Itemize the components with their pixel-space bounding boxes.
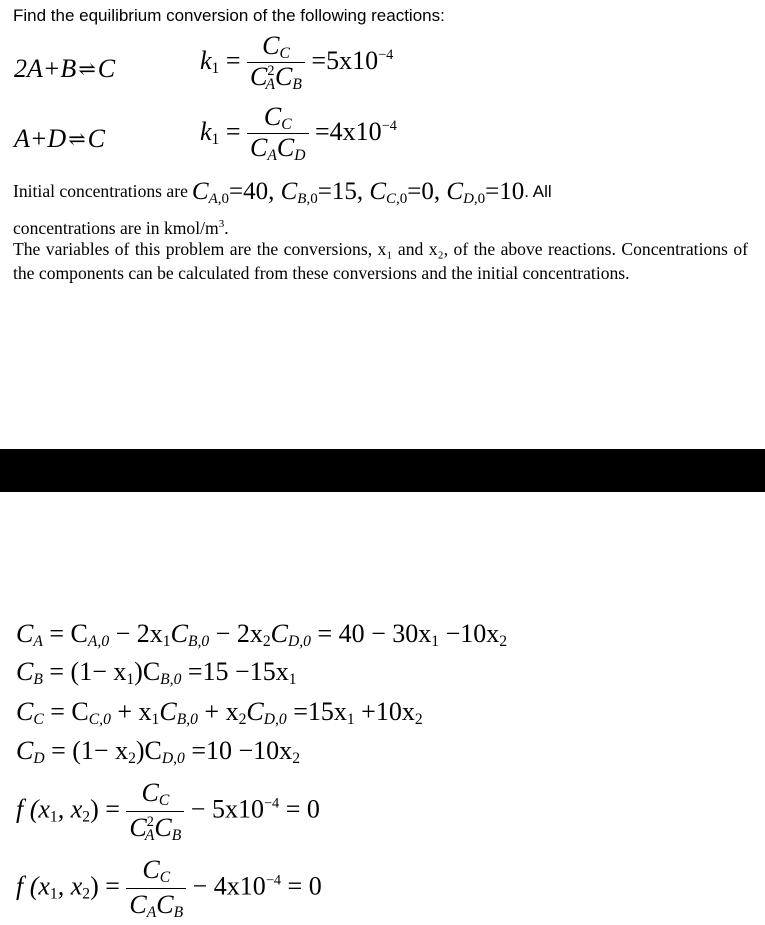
num-c: C xyxy=(263,102,282,131)
ca-lhs-sub: A xyxy=(33,632,43,650)
f2-s2: 2 xyxy=(82,885,91,903)
cc-t1: + x xyxy=(110,697,152,726)
den-a: C xyxy=(250,62,268,92)
cc-t2b-sub: D,0 xyxy=(263,710,287,728)
f1-s2: 2 xyxy=(82,808,91,826)
den-b-sub: B xyxy=(292,76,302,94)
f2-exp: −4 xyxy=(265,872,282,889)
cc-lhs-sub: C xyxy=(33,710,44,728)
cd-lhs-sub: D xyxy=(33,749,45,767)
ca-result: = 40 − 30x xyxy=(310,619,432,648)
f1-fraction: $\frac{C_C}{C^2_AC_B}$ xyxy=(126,778,184,845)
f1-tail: − 5x10 xyxy=(190,794,264,824)
cd-mid: )C xyxy=(135,736,162,765)
rate-constant-2: k1 = $\frac{C_C}{C_AC_D}$ $=4x10^{-4}$ xyxy=(200,102,397,165)
variables-paragraph: The variables of this problem are the conversions, x₁ and x₂, of the above reactions. Concentrations of the components can be calculated from these conversions and the initial concentrations. xyxy=(13,239,748,283)
equation-f1 xyxy=(16,778,320,845)
cb-result: =15 −15x xyxy=(181,657,289,686)
f2-end: = 0 xyxy=(281,871,322,901)
units-end: . xyxy=(224,217,229,238)
rate-fraction-1 xyxy=(247,33,305,93)
k2-exponent: −4 xyxy=(381,117,397,134)
cc-rhs: = C xyxy=(50,697,89,726)
cb-mid-sub: B,0 xyxy=(160,670,182,688)
cc-t1-sub: 1 xyxy=(151,710,160,728)
den-b: C xyxy=(276,133,295,163)
cc0-value: =0 xyxy=(407,178,434,205)
ca-t1b: C xyxy=(170,619,188,648)
equation-cd xyxy=(16,736,300,768)
den-a-sub: A xyxy=(267,147,277,165)
cc-r-sub1: 1 xyxy=(346,710,355,728)
cd-result: =10 −10x xyxy=(184,736,293,765)
den-b: C xyxy=(275,62,293,92)
den-a-sub: A xyxy=(265,76,276,94)
cb-lhs-sub: B xyxy=(33,670,43,688)
f2-tail: − 4x10 xyxy=(192,871,266,901)
units-exponent: 3 xyxy=(218,218,225,230)
cc-t1b: C xyxy=(159,697,177,726)
units-line xyxy=(13,213,748,240)
f1-close: ) = xyxy=(90,794,120,824)
equation-cb xyxy=(16,657,297,689)
cc-r2: +10x xyxy=(354,697,415,726)
rate-constant-1: k1 = $\frac{C_C}{C^2_AC_B}$ $=5x10^{-4}$ xyxy=(200,31,394,94)
cb-rhs-sub: 1 xyxy=(126,670,135,688)
ca-rhs-sub: A,0 xyxy=(87,632,110,650)
k1-exponent: −4 xyxy=(378,46,394,63)
cb-r-sub: 1 xyxy=(288,670,297,688)
cc-t2: + x xyxy=(197,697,239,726)
reaction-1-product: C xyxy=(97,54,116,83)
problem-title: Find the equilibrium conversion of the following reactions: xyxy=(13,6,445,25)
k2-value: =4x10 xyxy=(315,116,382,146)
equation-ca xyxy=(16,619,507,651)
ca-t2: − 2x xyxy=(209,619,263,648)
den-a-sup: 2 xyxy=(267,63,275,80)
ca-t2-sub: 2 xyxy=(262,632,271,650)
reaction-1-lhs: 2A+B xyxy=(14,54,77,83)
redaction-bar xyxy=(0,449,765,492)
cc-r-sub2: 2 xyxy=(414,710,423,728)
equilibrium-arrow-icon: ⇌ xyxy=(78,57,96,81)
cc-t1b-sub: B,0 xyxy=(176,710,198,728)
ca-rhs: = C xyxy=(49,619,88,648)
cd-lhs: C xyxy=(16,736,34,765)
cd-rhs: = (1− x xyxy=(51,736,129,765)
units-text: concentrations are in kmol/m xyxy=(13,217,219,238)
reaction-2 xyxy=(14,126,105,152)
ca-t2b: C xyxy=(270,619,288,648)
f2-s1: 1 xyxy=(49,885,58,903)
f1-s1: 1 xyxy=(49,808,58,826)
f1-end: = 0 xyxy=(279,794,320,824)
cb0-value: =15 xyxy=(317,178,357,205)
f2-lhs: f (x xyxy=(16,871,50,901)
ca-lhs: C xyxy=(16,619,34,648)
rate-fraction-2 xyxy=(247,104,308,164)
reaction-2-lhs: A+D xyxy=(14,124,67,153)
k-symbol: k xyxy=(200,116,212,146)
cc-t2-sub: 2 xyxy=(238,710,247,728)
num-c-sub: C xyxy=(281,115,292,133)
equation-cc xyxy=(16,697,423,729)
f1-comma: , x xyxy=(57,794,83,824)
initial-prefix: Initial concentrations are xyxy=(13,181,188,201)
cd-mid-sub: D,0 xyxy=(161,749,185,767)
ca-r2: −10x xyxy=(439,619,500,648)
cb-mid: )C xyxy=(134,657,161,686)
f1-exp: −4 xyxy=(263,795,280,812)
f1-lhs: f (x xyxy=(16,794,50,824)
ca-t1b-sub: B,0 xyxy=(187,632,210,650)
cc-t2b: C xyxy=(246,697,264,726)
cd-rhs-sub: 2 xyxy=(128,749,136,767)
f2-comma: , x xyxy=(57,871,83,901)
f2-fraction: $\frac{C_C}{C_AC_B}$ xyxy=(126,855,186,922)
ca-r-sub2: 2 xyxy=(499,632,508,650)
cc-rhs-sub: C,0 xyxy=(88,710,111,728)
cd-r-sub: 2 xyxy=(292,749,300,767)
k-index: 1 xyxy=(211,130,220,148)
reaction-2-product: C xyxy=(87,124,105,153)
den-b-sub: D xyxy=(294,147,306,165)
initial-concentrations-line: Initial concentrations are $C_A,0=40$, $C_B,0=15$, $C_C,0=0$, $C_D,0=10$. All xyxy=(13,178,552,207)
k-symbol: k xyxy=(200,45,212,75)
den-a: C xyxy=(250,133,268,163)
ca-t1-sub: 1 xyxy=(162,632,171,650)
k-index: 1 xyxy=(211,59,220,77)
reaction-1 xyxy=(14,56,115,82)
num-c-sub: C xyxy=(279,44,290,62)
ca0-value: =40 xyxy=(229,178,269,205)
cb-lhs: C xyxy=(16,657,34,686)
cb-rhs: = (1− x xyxy=(49,657,127,686)
num-c: C xyxy=(262,31,280,60)
initial-all: . All xyxy=(524,182,552,201)
ca-r-sub1: 1 xyxy=(431,632,440,650)
equation-f2 xyxy=(16,855,322,922)
cc-lhs: C xyxy=(16,697,34,726)
ca-t2b-sub: D,0 xyxy=(287,632,311,650)
k1-value: =5x10 xyxy=(311,45,379,75)
cc-result: =15x xyxy=(286,697,347,726)
ca-t1: − 2x xyxy=(109,619,163,648)
f2-close: ) = xyxy=(90,871,120,901)
cd0-value: =10 xyxy=(485,178,525,205)
equilibrium-arrow-icon: ⇌ xyxy=(68,127,86,151)
